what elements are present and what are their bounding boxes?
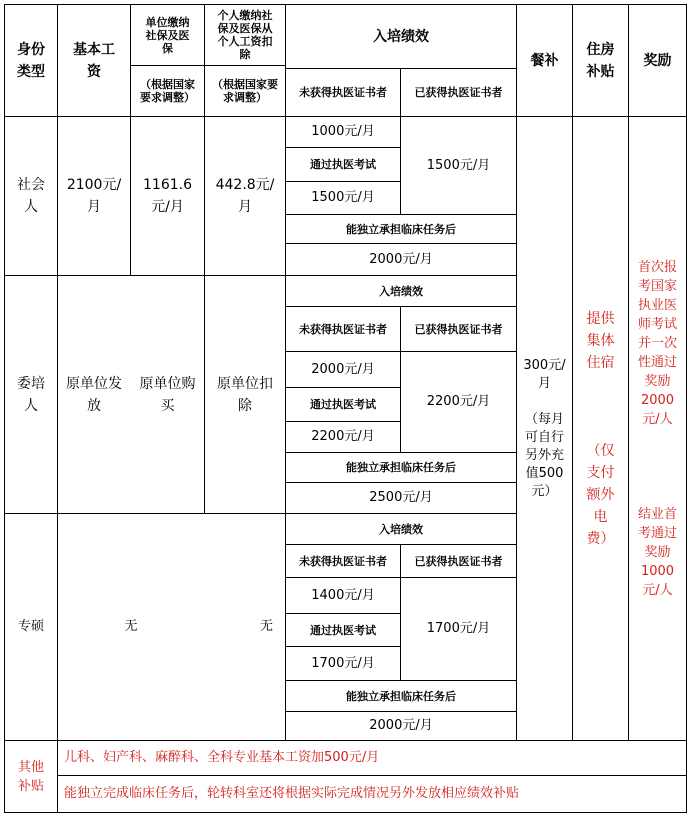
master-no-cert-after: 1700元/月	[311, 655, 375, 671]
header-unit-social-note: （根据国家要求调整）	[140, 78, 195, 104]
reward-second: 结业首考通过奖励1000元/人	[637, 506, 677, 598]
commissioned-performance: 入培绩效	[379, 284, 423, 298]
social-basic-salary: 2100元/月	[66, 177, 122, 215]
master-personal-social: 无	[259, 619, 273, 634]
reward-cell	[629, 117, 686, 740]
commissioned-personal-social: 原单位扣除	[217, 375, 273, 414]
header-no-cert: 未获得执医证书者	[299, 86, 387, 99]
housing-note: （仅支付额外电费）	[586, 442, 615, 547]
commissioned-has-cert-value: 2200元/月	[426, 394, 491, 409]
housing-value: 提供集体住宿	[586, 310, 615, 371]
master-type: 专硕	[17, 619, 44, 634]
header-performance: 入培绩效	[373, 28, 429, 45]
commissioned-no-cert-before: 2000元/月	[311, 361, 375, 377]
header-reward: 奖励	[643, 52, 672, 69]
social-independent-value: 2000元/月	[369, 251, 433, 267]
header-basic-salary: 基本工资	[73, 41, 115, 80]
header-personal-social-note: （根据国家要求调整）	[212, 78, 278, 104]
header-housing: 住房补贴	[586, 41, 615, 80]
master-basic-salary: 无	[124, 619, 138, 634]
master-no-cert: 未获得执医证书者	[299, 554, 387, 568]
commissioned-type: 委培人	[17, 375, 45, 414]
meal-note: （每月可自行另外充值500元）	[524, 411, 564, 499]
housing-subsidy	[573, 117, 628, 740]
reward-first: 首次报考国家执业医师考试并一次性通过奖励2000元/人	[637, 259, 677, 427]
header-unit-social: 单位缴纳社保及医保	[145, 15, 190, 55]
commissioned-has-cert: 已获得执医证书者	[414, 322, 503, 336]
meal-value: 300元/月	[523, 357, 566, 391]
master-has-cert-value: 1700元/月	[426, 621, 491, 636]
social-independent: 能独立承担临床任务后	[346, 222, 456, 236]
commissioned-pass-exam: 通过执医考试	[310, 398, 376, 411]
commissioned-basic-salary: 原单位发放	[66, 375, 122, 414]
header-type: 身份类型	[17, 41, 45, 80]
master-no-cert-before: 1400元/月	[311, 587, 375, 603]
commissioned-no-cert: 未获得执医证书者	[299, 322, 387, 336]
master-independent: 能独立承担临床任务后	[346, 689, 456, 703]
master-has-cert: 已获得执医证书者	[414, 554, 503, 568]
social-type: 社会人	[17, 177, 45, 215]
social-unit-social: 1161.6元/月	[143, 177, 192, 215]
other-line-1: 儿科、妇产科、麻醉科、全科专业基本工资加500元/月	[64, 750, 380, 765]
meal-subsidy	[517, 117, 572, 740]
master-performance: 入培绩效	[379, 522, 423, 536]
social-no-cert-after: 1500元/月	[311, 190, 375, 205]
commissioned-unit-social: 原单位购买	[139, 375, 196, 414]
social-pass-exam: 通过执医考试	[310, 158, 376, 171]
social-has-cert: 1500元/月	[426, 157, 491, 173]
other-label: 其他补贴	[17, 759, 44, 794]
social-no-cert-before: 1000元/月	[311, 124, 375, 139]
social-personal-social: 442.8元/月	[215, 177, 275, 215]
commissioned-independent: 能独立承担临床任务后	[346, 461, 456, 474]
master-independent-value: 2000元/月	[369, 718, 433, 733]
header-meal: 餐补	[530, 52, 559, 69]
header-has-cert: 已获得执医证书者	[414, 86, 503, 99]
commissioned-no-cert-after: 2200元/月	[311, 429, 375, 444]
header-personal-social: 个人缴纳社保及医保从个人工资扣除	[217, 9, 273, 61]
commissioned-independent-value: 2500元/月	[369, 490, 433, 505]
other-line-2: 能独立完成临床任务后，轮转科室还将根据实际完成情况另外发放相应绩效补贴	[64, 786, 520, 801]
master-pass-exam: 通过执医考试	[310, 623, 376, 637]
